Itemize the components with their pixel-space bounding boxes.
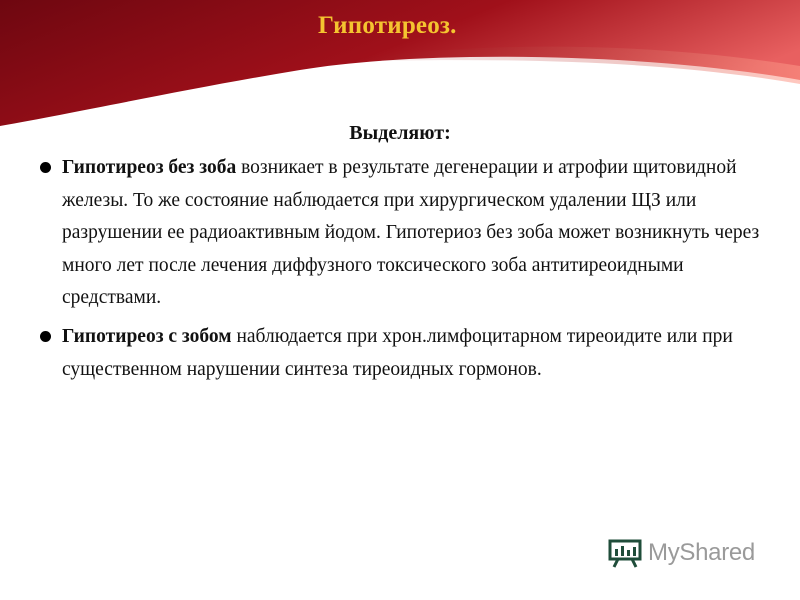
bullet-item	[40, 152, 775, 315]
watermark-logo	[608, 538, 755, 568]
bullet-icon	[40, 331, 51, 342]
bullet-text: наблюдается при хрон.лимфоцитарном тиреоидите или при существенном нарушении синтеза тиреоидных гормонов.	[62, 325, 733, 380]
slide-title: Гипотиреоз.	[318, 12, 457, 39]
watermark-text: MyShared	[648, 539, 755, 566]
slide-subtitle: Выделяют:	[349, 122, 451, 144]
bullet-text: возникает в результате дегенерации и атрофии щитовидной железы. То же состояние наблюдается при хирургическом удалении ЩЗ или разрушении ее радиоактивным йодом. Гипотериоз без зоба может возникнуть через много лет после лечения диффузного токсического зоба антитиреоидными средствами.	[62, 157, 760, 309]
bullet-icon	[40, 162, 51, 173]
presentation-board-icon	[608, 538, 642, 568]
bullet-item	[40, 321, 775, 386]
bullet-term: Гипотиреоз без зоба	[62, 157, 237, 178]
bullet-term: Гипотиреоз с зобом	[62, 325, 232, 347]
bullet-list	[40, 152, 775, 392]
